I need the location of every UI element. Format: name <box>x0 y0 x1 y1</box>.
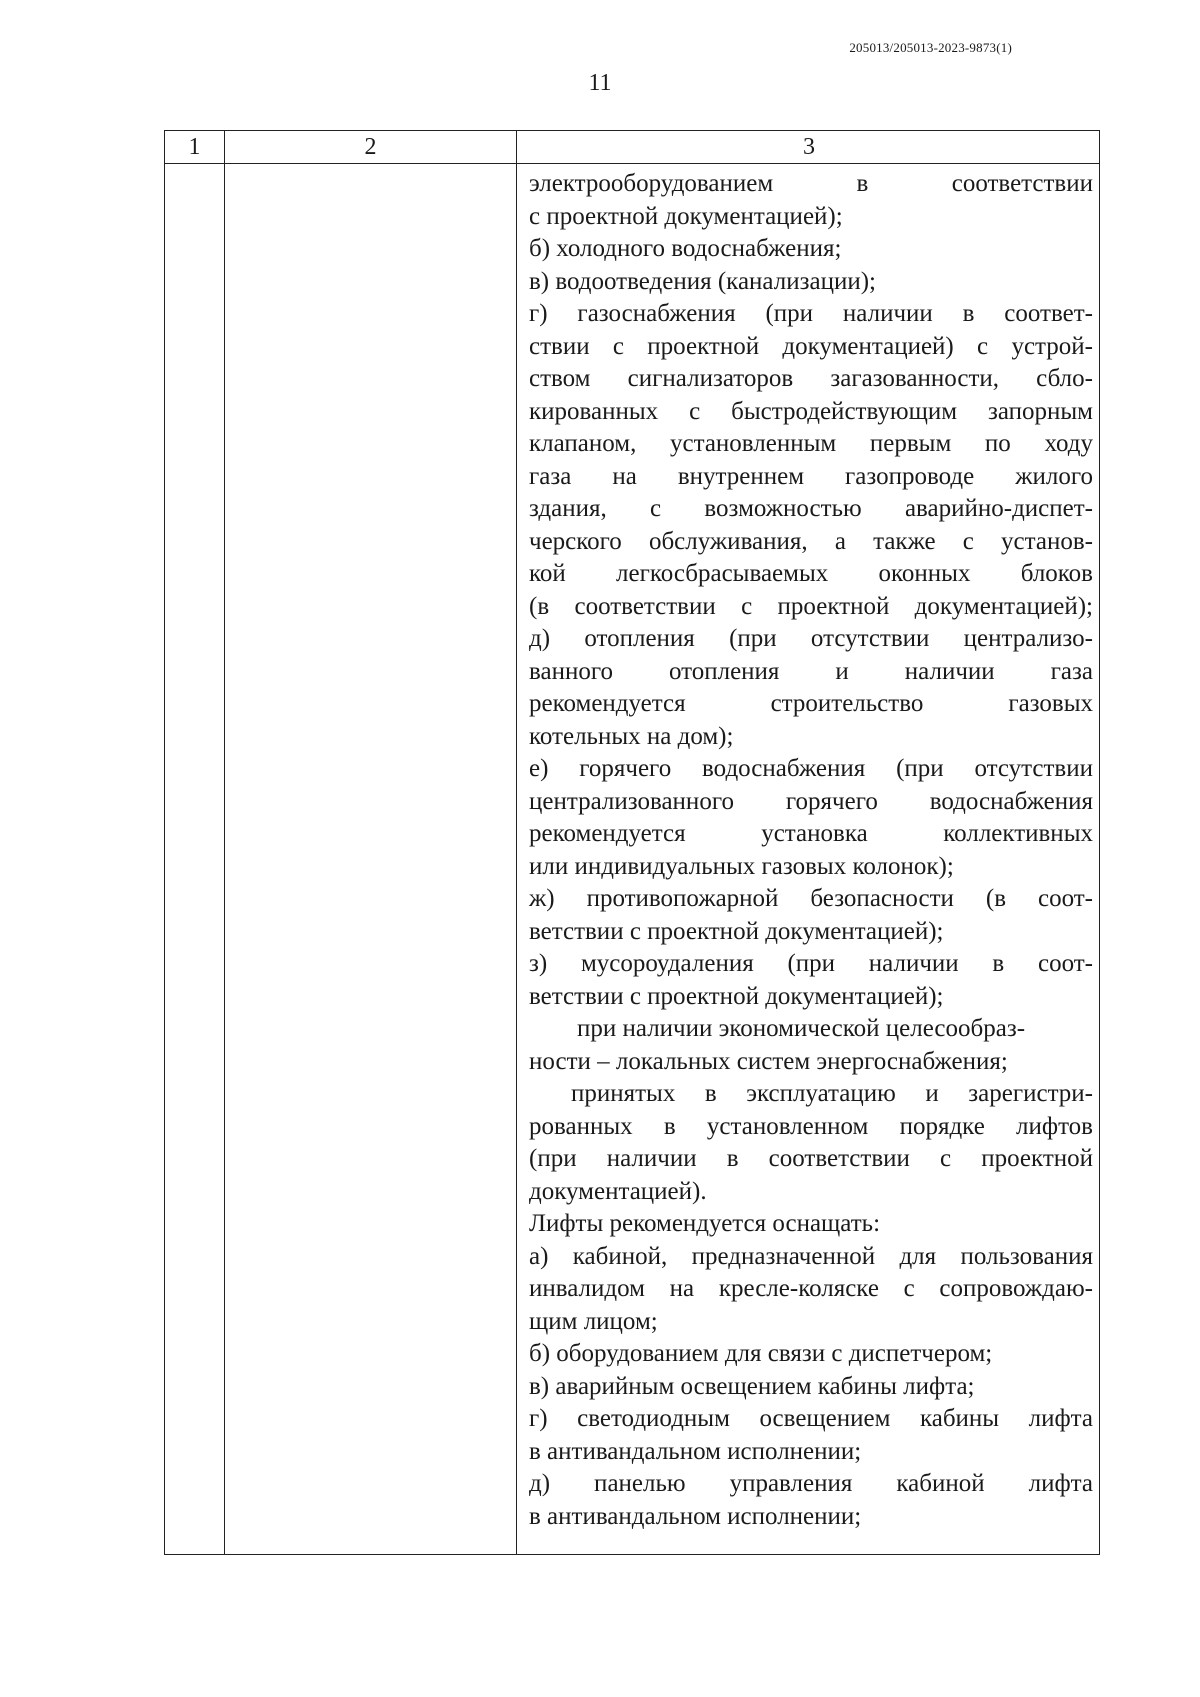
text-line: ж) противопожарной безопасности (в соот- <box>529 885 1093 912</box>
text-line: щим лицом; <box>529 1307 658 1335</box>
text-line: черского обслуживания, а также с установ- <box>529 527 1093 555</box>
text-line: кированных с быстродействующим запорным <box>529 397 1093 425</box>
text-line: котельных на дом); <box>529 722 734 750</box>
text-line: (в соответствии с проектной документацией); <box>529 592 1093 620</box>
text-line: ветствии с проектной документацией); <box>529 982 944 1010</box>
text-line: или индивидуальных газовых колонок); <box>529 852 954 880</box>
text-line: принятых в эксплуатацию и зарегистри- <box>571 1080 1093 1107</box>
text-line: в) аварийным освещением кабины лифта; <box>529 1372 975 1400</box>
header-cell-3: 3 <box>803 134 815 160</box>
column-divider-2 <box>516 131 517 1554</box>
text-line: е) горячего водоснабжения (при отсутствии <box>529 755 1093 782</box>
text-line: (при наличии в соответствии с проектной <box>529 1145 1093 1172</box>
text-line: централизованного горячего водоснабжения <box>529 787 1093 815</box>
document-table <box>164 130 1100 1555</box>
text-line: документацией). <box>529 1177 707 1205</box>
text-line: рекомендуется строительство газовых <box>529 690 1093 717</box>
text-line: ствии с проектной документацией) с устрой- <box>529 332 1093 360</box>
column-divider-1 <box>224 131 225 1554</box>
text-line: б) холодного водоснабжения; <box>529 235 842 262</box>
text-line: электрооборудованием в соответствии <box>529 170 1093 197</box>
text-line: Лифты рекомендуется оснащать: <box>529 1210 881 1237</box>
table-header-row <box>165 131 1099 164</box>
text-line: в антивандальном исполнении; <box>529 1502 862 1530</box>
header-cell-2: 2 <box>364 134 377 160</box>
header-cell-1: 1 <box>188 134 201 160</box>
text-line: ванного отопления и наличии газа <box>529 657 1093 685</box>
text-line: рекомендуется установка коллективных <box>529 820 1093 847</box>
text-line: з) мусороудаления (при наличии в соот- <box>529 950 1093 977</box>
text-line: в антивандальном исполнении; <box>529 1437 862 1465</box>
text-line: клапаном, установленным первым по ходу <box>529 430 1093 457</box>
text-line: газа на внутреннем газопроводе жилого <box>529 462 1093 490</box>
text-line: кой легкосбрасываемых оконных блоков <box>529 560 1093 587</box>
page-number: 11 <box>588 70 612 96</box>
text-line: инвалидом на кресле-коляске с сопровождаю- <box>529 1275 1093 1302</box>
text-line: г) светодиодным освещением кабины лифта <box>529 1405 1093 1432</box>
column-3-content <box>529 168 1093 1533</box>
text-line: д) панелью управления кабиной лифта <box>529 1470 1093 1497</box>
text-line: г) газоснабжения (при наличии в соответ- <box>529 300 1093 327</box>
text-line: в) водоотведения (канализации); <box>529 267 876 295</box>
text-line: здания, с возможностью аварийно-диспет- <box>529 495 1093 522</box>
document-id: 205013/205013-2023-9873(1) <box>849 40 1012 55</box>
text-line: ности – локальных систем энергоснабжения; <box>529 1047 1008 1075</box>
text-line: ством сигнализаторов загазованности, сбло- <box>529 365 1093 392</box>
text-line: а) кабиной, предназначенной для пользования <box>529 1242 1093 1270</box>
text-line: б) оборудованием для связи с диспетчером; <box>529 1340 993 1367</box>
text-line: д) отопления (при отсутствии централизо- <box>529 625 1093 652</box>
text-line: с проектной документацией); <box>529 202 843 230</box>
text-line: рованных в установленном порядке лифтов <box>529 1112 1093 1140</box>
text-line: при наличии экономической целесообраз- <box>577 1015 1026 1042</box>
text-line: ветствии с проектной документацией); <box>529 917 944 945</box>
